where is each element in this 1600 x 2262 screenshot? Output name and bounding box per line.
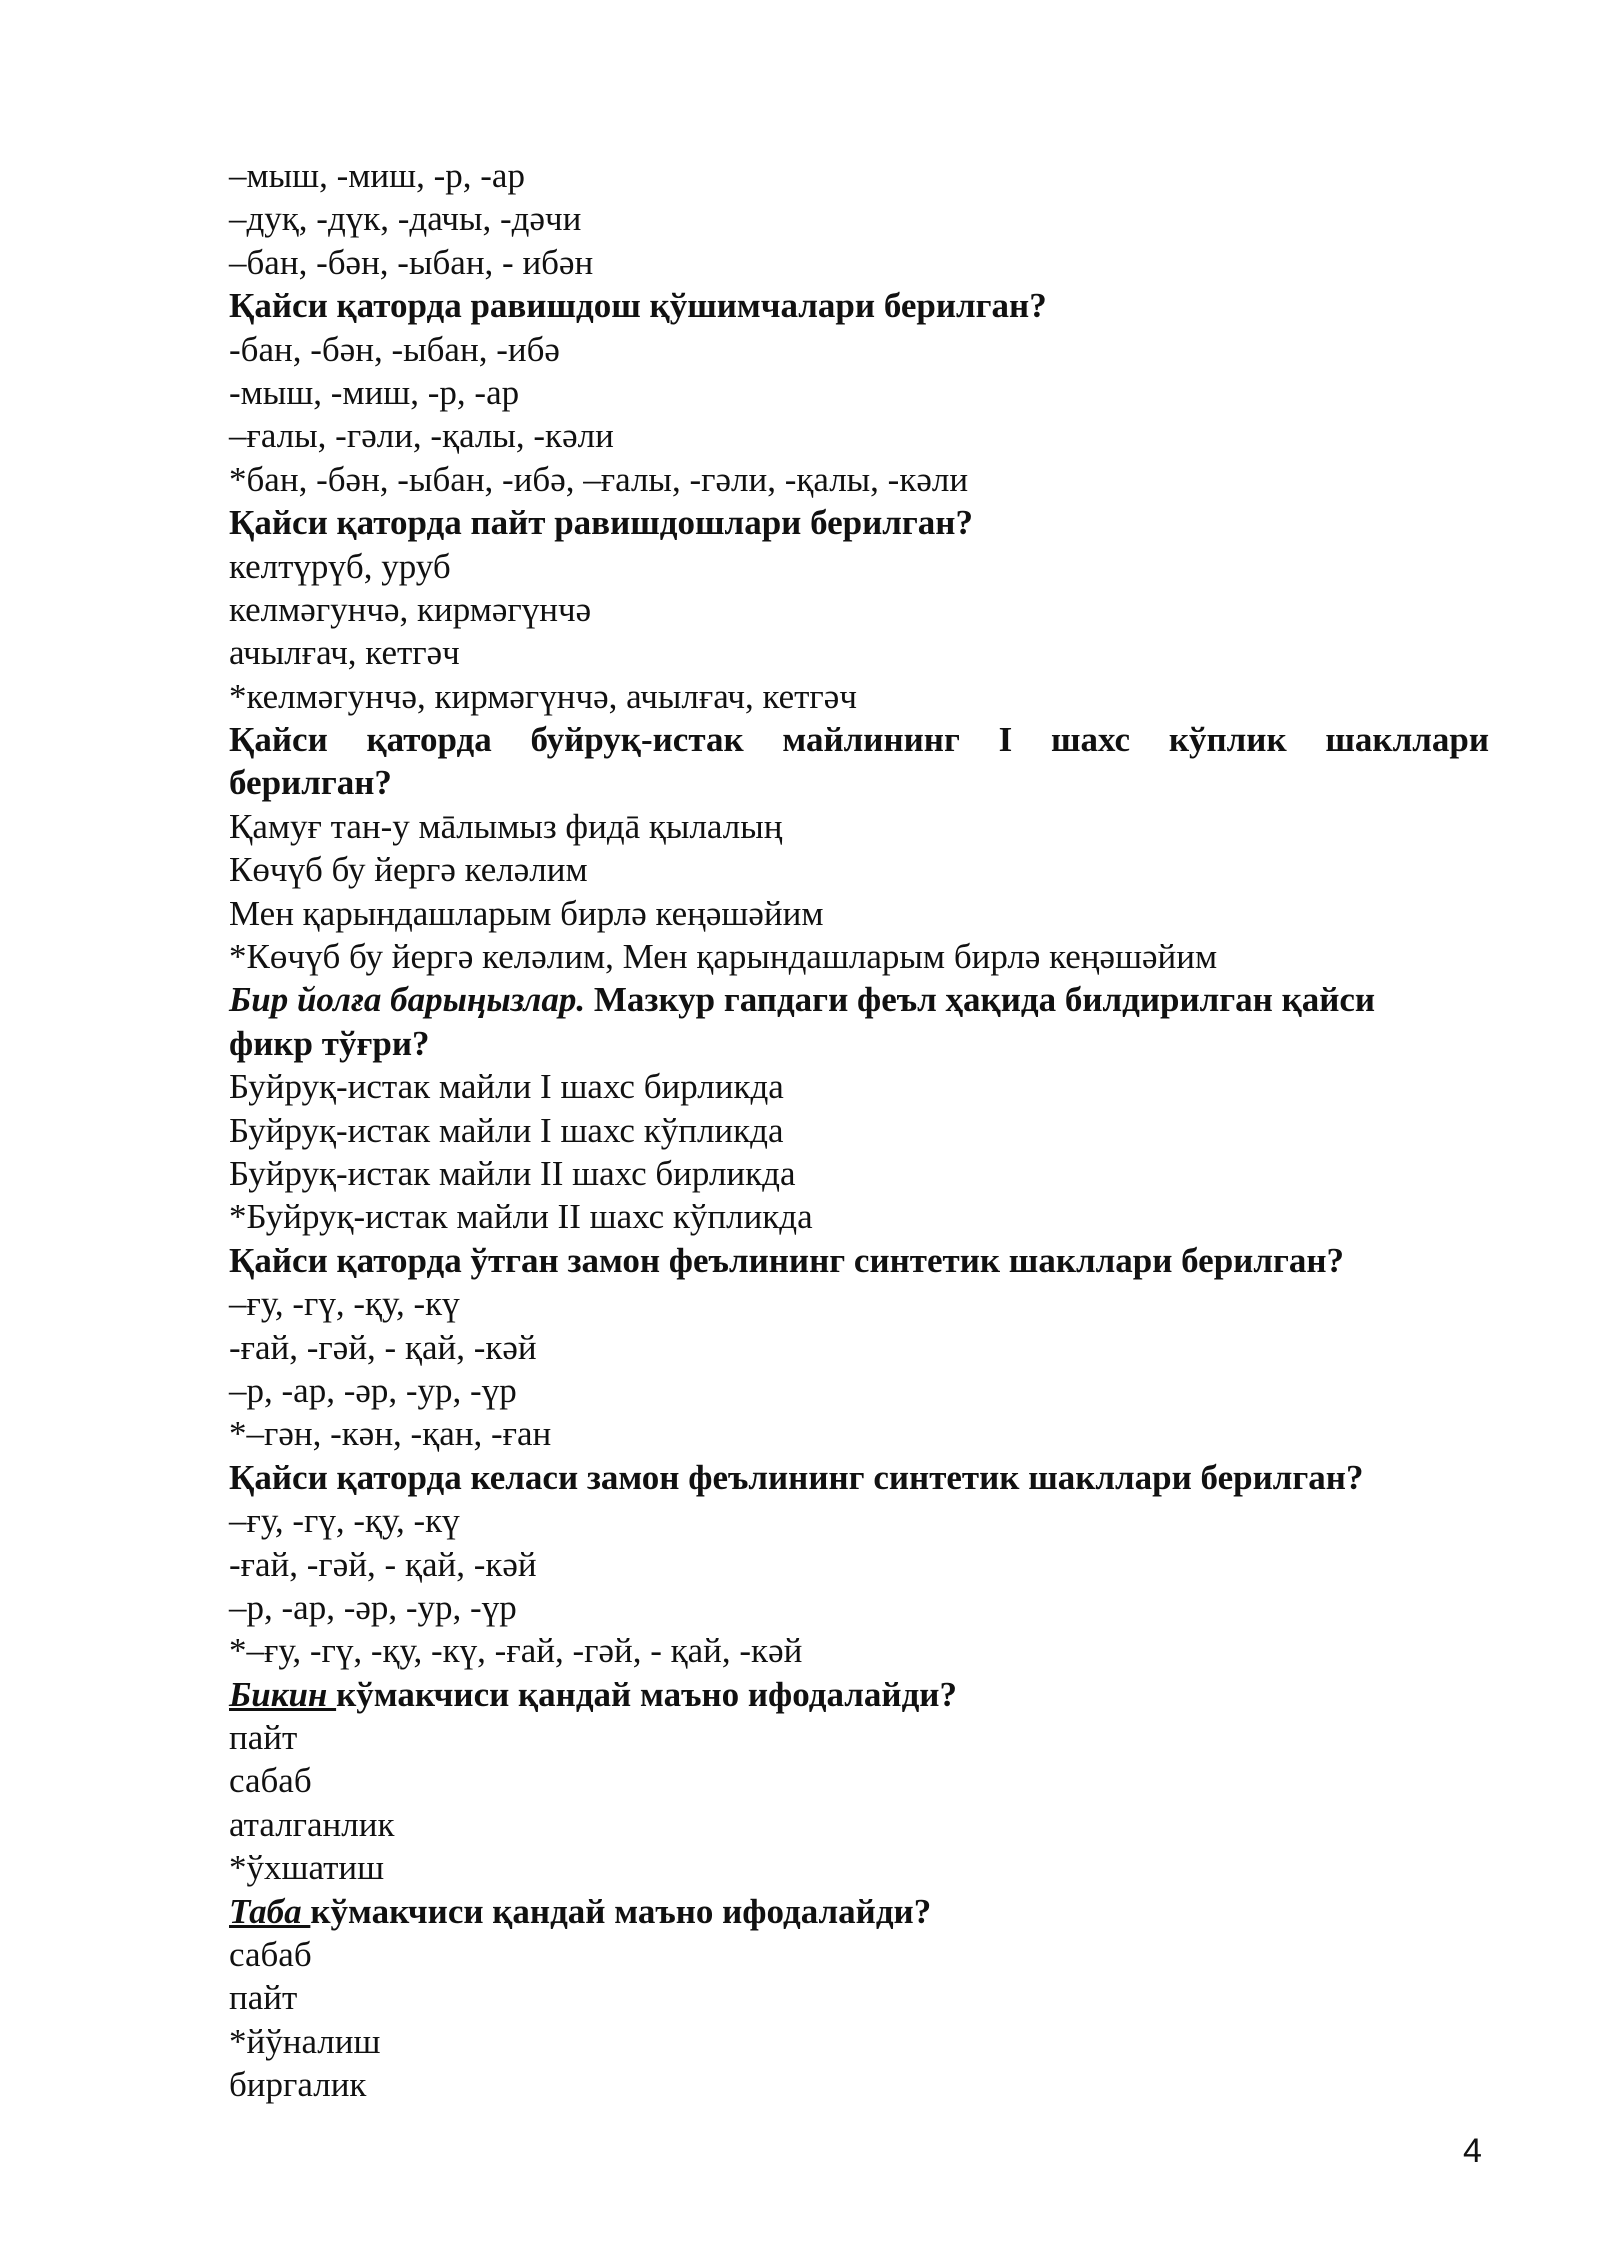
question-heading (229, 1890, 1489, 1933)
question-heading-line: берилган? (229, 763, 392, 803)
answer-option: пайт (229, 1718, 298, 1758)
example-word: Таба (229, 1891, 311, 1931)
answer-option-correct: *–ғу, -гү, -қу, -кү, -ғай, -гәй, - қай, -кәй (229, 1631, 803, 1671)
answer-option: аталганлик (229, 1804, 395, 1844)
question-text: кўмакчиси қандай маъно ифодалайди? (310, 1891, 932, 1931)
answer-option-correct: *ўхшатиш (229, 1848, 385, 1888)
answer-option: –ғу, -гү, -қу, -кү (229, 1501, 460, 1541)
answer-option: Буйруқ-истак майли I шахс кўпликда (229, 1110, 784, 1150)
question-heading: Қайси қаторда келаси замон феълининг синтетик шакллари берилган? (229, 1457, 1364, 1497)
answer-option: сабаб (229, 1935, 312, 1975)
answer-option-correct: *келмәгунчә, кирмәгүнчә, ачылғач, кетгәч (229, 676, 857, 716)
answer-option: Буйруқ-истак майли I шахс бирликда (229, 1067, 784, 1107)
answer-option-correct: *Көчүб бу йергә келәлим, Мен қарындашларым бирлә кеңәшәйим (229, 937, 1218, 977)
text-line: –бан, -бән, -ыбан, - ибән (229, 242, 594, 282)
question-heading: Қайси қаторда пайт равишдошлари берилган? (229, 503, 973, 543)
answer-option: -мыш, -миш, -р, -ар (229, 372, 520, 412)
example-sentence: Бир йолға барыңызлар. (229, 980, 586, 1020)
answer-option: –р, -ар, -әр, -ур, -үр (229, 1587, 517, 1627)
answer-option: биргалик (229, 2065, 367, 2105)
question-heading: Қайси қаторда равишдош қўшимчалари берилган? (229, 286, 1047, 326)
question-text: Мазкур гапдаги феъл ҳақида билдирилган қайси (585, 980, 1376, 1020)
answer-option: Көчүб бу йергә келәлим (229, 850, 588, 890)
answer-option-correct: *бан, -бән, -ыбан, -ибә, –ғалы, -гәли, -қалы, -кәли (229, 459, 969, 499)
answer-option: -ғай, -гәй, - қай, -кәй (229, 1544, 537, 1584)
question-heading: Қайси қаторда ўтган замон феълининг синтетик шакллари берилган? (229, 1240, 1345, 1280)
question-heading (229, 978, 1489, 1065)
answer-option: сабаб (229, 1761, 312, 1801)
answer-option: –ғалы, -гәли, -қалы, -кәли (229, 416, 614, 456)
answer-option: –р, -ар, -әр, -ур, -үр (229, 1370, 517, 1410)
question-heading (229, 718, 1489, 805)
example-word: Бикин (229, 1674, 337, 1714)
answer-option: Буйруқ-истак майли II шахс бирликда (229, 1153, 796, 1193)
text-line: –мыш, -миш, -р, -ар (229, 156, 525, 195)
answer-option-correct: *Буйруқ-истак майли II шахс кўпликда (229, 1197, 813, 1237)
answer-option: –ғу, -гү, -қу, -кү (229, 1284, 460, 1324)
question-heading-line: фикр тўғри? (229, 1023, 430, 1063)
answer-option: келтүрүб, уруб (229, 546, 451, 586)
answer-option: Мен қарындашларым бирлә кеңәшәйим (229, 893, 824, 933)
document-body (229, 154, 1489, 2107)
answer-option-correct: *–гән, -кән, -қан, -ған (229, 1414, 552, 1454)
answer-option: -ғай, -гәй, - қай, -кәй (229, 1327, 537, 1367)
answer-option: ачылғач, кетгәч (229, 633, 460, 673)
answer-option: -бан, -бән, -ыбан, -ибә (229, 329, 560, 369)
question-heading-line (229, 978, 1489, 1021)
answer-option-correct: *йўналиш (229, 2021, 381, 2061)
text-line: –дуқ, -дүк, -дачы, -дәчи (229, 199, 582, 239)
question-heading-line: Қайси қаторда буйруқ-истак майлининг I шахс кўплик шакллари (229, 720, 1489, 760)
question-heading (229, 1673, 1489, 1716)
answer-option: келмәгунчә, кирмәгүнчә (229, 589, 592, 629)
question-text: кўмакчиси қандай маъно ифодалайди? (336, 1674, 957, 1714)
answer-option: пайт (229, 1978, 298, 2018)
answer-option: Қамуғ тан-у мāлымыз фидā қылалың (229, 806, 783, 846)
page-number: 4 (1463, 2132, 1482, 2170)
